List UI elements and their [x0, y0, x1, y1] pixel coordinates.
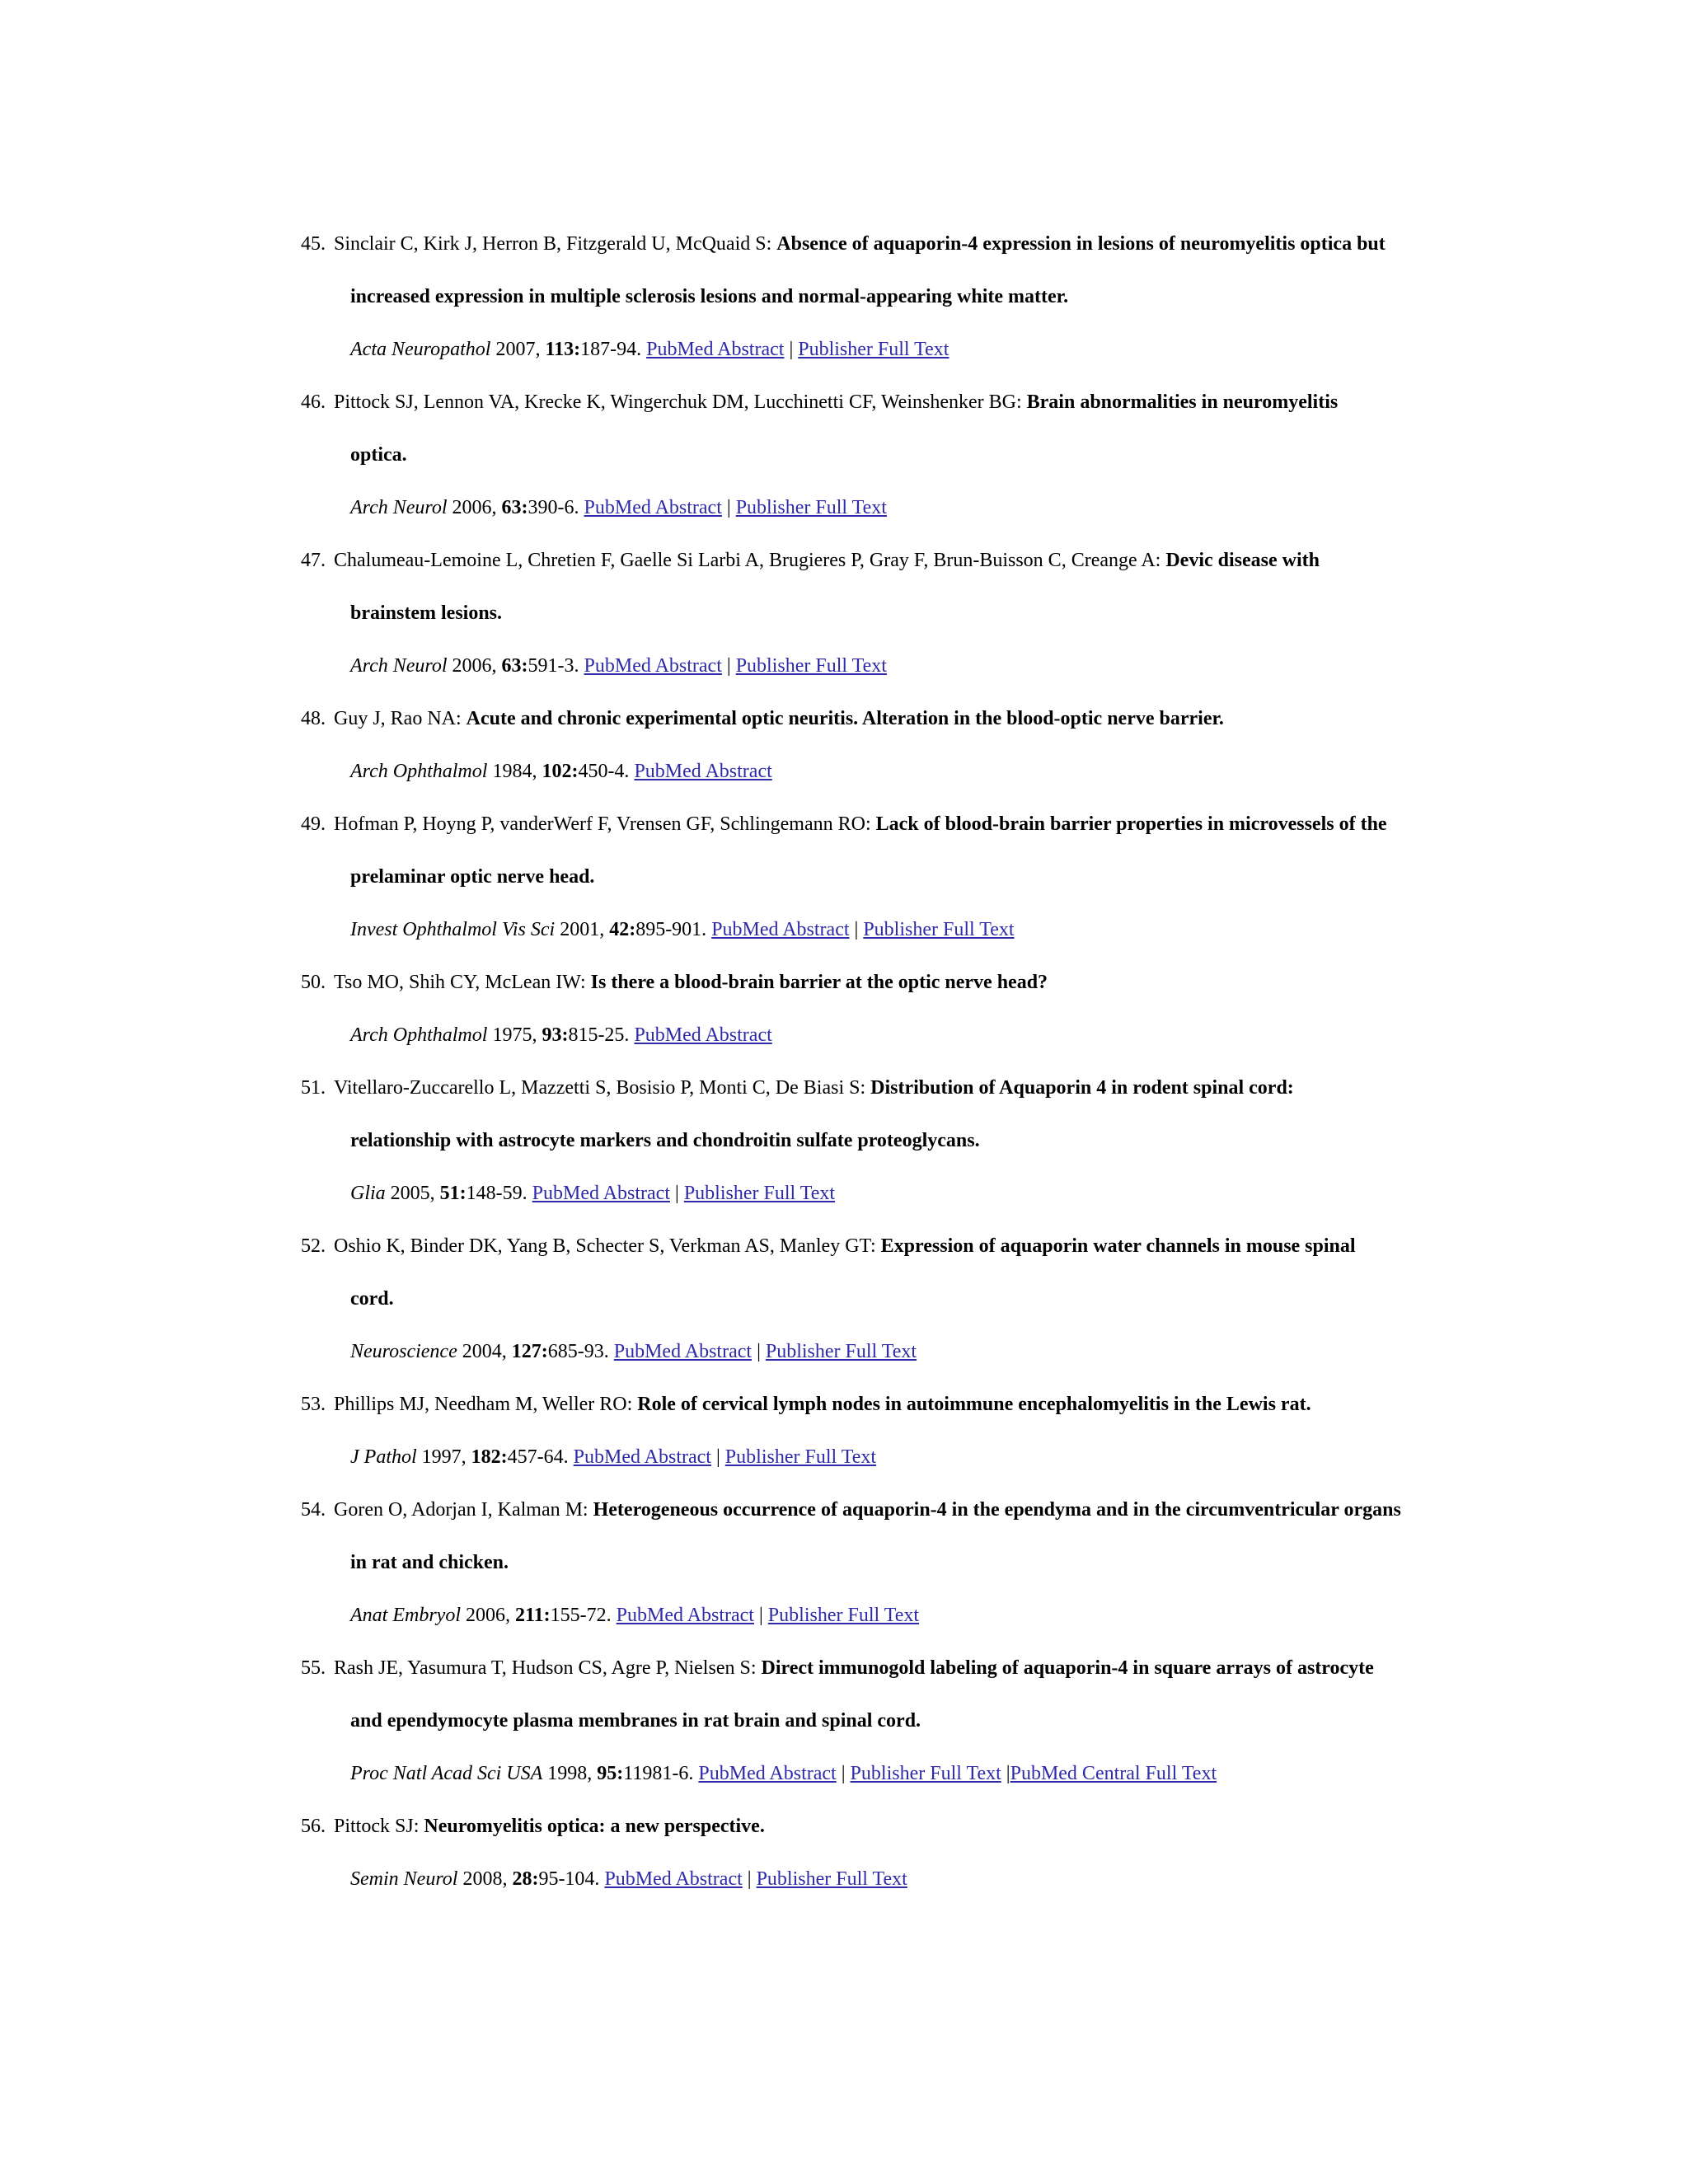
publisher-full-text-link[interactable]: Publisher Full Text	[798, 339, 950, 360]
reference-title-continuation	[350, 1536, 1471, 1589]
reference-title-cont: cord.	[350, 1288, 394, 1310]
reference-title-continuation	[350, 1694, 1471, 1747]
publisher-full-text-link[interactable]: Publisher Full Text	[756, 1868, 907, 1890]
journal-name: Neuroscience	[350, 1341, 457, 1362]
reference-item	[301, 798, 1471, 956]
reference-first-line	[334, 1378, 1471, 1431]
pubmed-abstract-link[interactable]: PubMed Abstract	[634, 761, 772, 782]
reference-authors: Sinclair C, Kirk J, Herron B, Fitzgerald U, McQuaid S:	[334, 233, 777, 255]
volume-number: 93:	[542, 1024, 569, 1046]
reference-authors: Guy J, Rao NA:	[334, 708, 467, 729]
reference-title-cont: in rat and chicken.	[350, 1552, 509, 1573]
pubmed-abstract-link[interactable]: PubMed Abstract	[616, 1605, 754, 1626]
reference-authors: Goren O, Adorjan I, Kalman M:	[334, 1499, 593, 1521]
publisher-full-text-link[interactable]: Publisher Full Text	[767, 1605, 920, 1626]
reference-authors: Hofman P, Hoyng P, vanderWerf F, Vrensen GF, Schlingemann RO:	[334, 813, 876, 835]
reference-title: Absence of aquaporin-4 expression in lesions of neuromyelitis optica but	[776, 233, 1386, 255]
reference-number: 55.	[301, 1657, 326, 1679]
page-range: 95-104.	[538, 1868, 605, 1890]
reference-citation: Acta Neuropathol 2007, 113:187-94. PubMed Abstract | Publisher Full Text	[350, 339, 950, 360]
reference-title-continuation	[350, 1114, 1471, 1167]
reference-first-line	[334, 1800, 1471, 1853]
publication-year: 2005,	[385, 1183, 440, 1204]
publisher-full-text-link[interactable]: Publisher Full Text	[850, 1763, 1001, 1784]
reference-list	[301, 218, 1471, 1905]
publication-year: 1984,	[487, 761, 542, 782]
reference-citation: Invest Ophthalmol Vis Sci 2001, 42:895-901. PubMed Abstract | Publisher Full Text	[350, 919, 1015, 940]
reference-authors: Tso MO, Shih CY, McLean IW:	[334, 972, 591, 993]
publication-year: 2007,	[490, 339, 546, 360]
reference-title: Expression of aquaporin water channels in mouse spinal	[880, 1235, 1356, 1257]
pubmed-abstract-link[interactable]: PubMed Abstract	[584, 655, 722, 677]
reference-number: 52.	[301, 1235, 326, 1257]
reference-number: 54.	[301, 1499, 326, 1521]
reference-authors: Pittock SJ:	[334, 1816, 424, 1837]
pubmed-abstract-link[interactable]: PubMed Abstract	[634, 1024, 772, 1046]
journal-name: Semin Neurol	[350, 1868, 458, 1890]
reference-number: 49.	[301, 813, 326, 835]
reference-item	[301, 692, 1471, 798]
volume-number: 63:	[501, 655, 528, 677]
reference-citation: J Pathol 1997, 182:457-64. PubMed Abstract | Publisher Full Text	[350, 1446, 877, 1468]
reference-title: Devic disease with	[1165, 550, 1320, 571]
page-range: 815-25.	[568, 1024, 635, 1046]
journal-name: Arch Neurol	[350, 497, 448, 518]
reference-title-cont: optica.	[350, 444, 407, 466]
page-range: 11981-6.	[623, 1763, 699, 1784]
reference-title: Neuromyelitis optica: a new perspective.	[424, 1816, 765, 1837]
reference-title-cont: prelaminar optic nerve head.	[350, 866, 595, 888]
page-range: 457-64.	[507, 1446, 574, 1468]
publisher-full-text-link[interactable]: Publisher Full Text	[863, 919, 1015, 940]
reference-citation: Anat Embryol 2006, 211:155-72. PubMed Abstract | Publisher Full Text	[350, 1605, 920, 1626]
reference-item	[301, 534, 1471, 692]
reference-first-line	[334, 798, 1471, 851]
volume-number: 95:	[597, 1763, 624, 1784]
pubmed-abstract-link[interactable]: PubMed Abstract	[698, 1763, 837, 1784]
journal-name: Arch Ophthalmol	[350, 1024, 488, 1046]
pubmed-abstract-link[interactable]: PubMed Abstract	[604, 1868, 743, 1890]
reference-authors: Chalumeau-Lemoine L, Chretien F, Gaelle Si Larbi A, Brugieres P, Gray F, Brun-Buisson C, Creange A:	[334, 550, 1166, 571]
reference-authors: Rash JE, Yasumura T, Hudson CS, Agre P, Nielsen S:	[334, 1657, 762, 1679]
publisher-full-text-link[interactable]: Publisher Full Text	[735, 655, 887, 677]
reference-title: Distribution of Aquaporin 4 in rodent spinal cord:	[870, 1077, 1294, 1099]
reference-item	[301, 1062, 1471, 1220]
reference-authors: Oshio K, Binder DK, Yang B, Schecter S, Verkman AS, Manley GT:	[334, 1235, 881, 1257]
reference-number: 48.	[301, 708, 326, 729]
reference-title: Direct immunogold labeling of aquaporin-4 in square arrays of astrocyte	[761, 1657, 1374, 1679]
publisher-full-text-link[interactable]: Publisher Full Text	[724, 1446, 877, 1468]
reference-title-continuation	[350, 587, 1471, 640]
reference-number: 50.	[301, 972, 326, 993]
reference-number: 45.	[301, 233, 326, 255]
reference-number: 46.	[301, 391, 326, 413]
publication-year: 2001,	[555, 919, 610, 940]
journal-name: Anat Embryol	[350, 1605, 461, 1626]
journal-name: Invest Ophthalmol Vis Sci	[350, 919, 556, 940]
volume-number: 63:	[501, 497, 528, 518]
reference-first-line	[334, 1220, 1471, 1272]
publisher-full-text-link[interactable]: Publisher Full Text	[735, 497, 887, 518]
pubmed-abstract-link[interactable]: PubMed Abstract	[613, 1341, 753, 1362]
reference-title-continuation	[350, 1272, 1471, 1325]
reference-number: 53.	[301, 1394, 326, 1415]
volume-number: 28:	[512, 1868, 539, 1890]
reference-item	[301, 376, 1471, 534]
reference-item	[301, 1642, 1471, 1800]
reference-title: Role of cervical lymph nodes in autoimmune encephalomyelitis in the Lewis rat.	[637, 1394, 1311, 1415]
reference-citation: Proc Natl Acad Sci USA 1998, 95:11981-6. PubMed Abstract | Publisher Full Text |PubMed Central Full Text	[350, 1763, 1217, 1784]
volume-number: 42:	[609, 919, 636, 940]
reference-citation: Glia 2005, 51:148-59. PubMed Abstract | Publisher Full Text	[350, 1183, 836, 1204]
reference-first-line	[334, 376, 1471, 429]
publisher-full-text-link[interactable]: Publisher Full Text	[683, 1183, 836, 1204]
reference-title-continuation	[350, 270, 1471, 323]
reference-first-line	[334, 1642, 1471, 1694]
reference-number: 56.	[301, 1816, 326, 1837]
page-range: 148-59.	[466, 1183, 532, 1204]
volume-number: 113:	[545, 339, 581, 360]
reference-citation	[350, 745, 1471, 798]
reference-item	[301, 1800, 1471, 1905]
reference-authors: Pittock SJ, Lennon VA, Krecke K, Wingerchuk DM, Lucchinetti CF, Weinshenker BG:	[334, 391, 1027, 413]
page-range: 187-94.	[580, 339, 647, 360]
journal-name: Proc Natl Acad Sci USA	[350, 1763, 543, 1784]
pubmed-abstract-link[interactable]: PubMed Abstract	[711, 919, 850, 940]
pubmed-abstract-link[interactable]: PubMed Abstract	[584, 497, 722, 518]
page-range: 685-93.	[547, 1341, 614, 1362]
volume-number: 182:	[471, 1446, 508, 1468]
reference-item	[301, 1483, 1471, 1642]
pubmed-abstract-link[interactable]: PubMed Abstract	[532, 1183, 670, 1204]
reference-title-cont: brainstem lesions.	[350, 602, 503, 624]
reference-item	[301, 1378, 1471, 1483]
reference-number: 47.	[301, 550, 326, 571]
pubmed-abstract-link[interactable]: PubMed Abstract	[646, 339, 785, 360]
reference-title: Is there a blood-brain barrier at the optic nerve head?	[590, 972, 1048, 993]
reference-first-line	[334, 1062, 1471, 1114]
reference-authors: Vitellaro-Zuccarello L, Mazzetti S, Bosisio P, Monti C, De Biasi S:	[334, 1077, 871, 1099]
publication-year: 2006,	[447, 655, 502, 677]
pubmed-central-full-text-link[interactable]: PubMed Central Full Text	[1010, 1763, 1217, 1784]
publisher-full-text-link[interactable]: Publisher Full Text	[765, 1341, 917, 1362]
journal-name: Glia	[350, 1183, 386, 1204]
volume-number: 102:	[542, 761, 579, 782]
reference-title: Heterogeneous occurrence of aquaporin-4 in the ependyma and in the circumventricular organs	[593, 1499, 1401, 1521]
reference-title-cont: increased expression in multiple sclerosis lesions and normal-appearing white matter.	[350, 286, 1069, 307]
journal-name: Acta Neuropathol	[350, 339, 491, 360]
reference-title-cont: relationship with astrocyte markers and chondroitin sulfate proteoglycans.	[350, 1130, 980, 1151]
publication-year: 2004,	[457, 1341, 512, 1362]
page-range: 895-901.	[635, 919, 712, 940]
reference-citation: Arch Neurol 2006, 63:390-6. PubMed Abstract | Publisher Full Text	[350, 497, 887, 518]
publication-year: 1997,	[416, 1446, 471, 1468]
reference-item	[301, 218, 1471, 376]
volume-number: 51:	[439, 1183, 467, 1204]
page-range: 591-3.	[528, 655, 584, 677]
reference-title: Acute and chronic experimental optic neuritis. Alteration in the blood-optic nerve barrier.	[466, 708, 1224, 729]
reference-citation: Neuroscience 2004, 127:685-93. PubMed Abstract | Publisher Full Text	[350, 1341, 917, 1362]
reference-authors: Phillips MJ, Needham M, Weller RO:	[334, 1394, 638, 1415]
reference-first-line	[334, 218, 1471, 270]
reference-citation: Semin Neurol 2008, 28:95-104. PubMed Abstract | Publisher Full Text	[350, 1868, 907, 1890]
publication-year: 1975,	[487, 1024, 542, 1046]
publication-year: 2006,	[447, 497, 502, 518]
journal-name: J Pathol	[350, 1446, 417, 1468]
reference-title-continuation	[350, 429, 1471, 481]
page-range: 390-6.	[528, 497, 584, 518]
page-range: 155-72.	[550, 1605, 617, 1626]
reference-citation: Arch Neurol 2006, 63:591-3. PubMed Abstract | Publisher Full Text	[350, 655, 887, 677]
reference-first-line	[334, 1483, 1471, 1536]
reference-title: Lack of blood-brain barrier properties in microvessels of the	[875, 813, 1387, 835]
pubmed-abstract-link[interactable]: PubMed Abstract	[573, 1446, 711, 1468]
reference-title-cont: and ependymocyte plasma membranes in rat brain and spinal cord.	[350, 1710, 921, 1732]
reference-title: Brain abnormalities in neuromyelitis	[1026, 391, 1339, 413]
journal-name: Arch Neurol	[350, 655, 448, 677]
reference-first-line	[334, 956, 1471, 1009]
journal-name: Arch Ophthalmol	[350, 761, 488, 782]
page-range: 450-4.	[578, 761, 635, 782]
publication-year: 2008,	[457, 1868, 513, 1890]
reference-title-continuation	[350, 851, 1471, 903]
reference-number: 51.	[301, 1077, 326, 1099]
volume-number: 127:	[511, 1341, 548, 1362]
reference-first-line	[334, 534, 1471, 587]
reference-item	[301, 956, 1471, 1062]
publication-year: 2006,	[460, 1605, 515, 1626]
reference-first-line	[334, 692, 1471, 745]
reference-item	[301, 1220, 1471, 1378]
volume-number: 211:	[514, 1605, 551, 1626]
publication-year: 1998,	[542, 1763, 598, 1784]
reference-citation	[350, 1009, 1471, 1062]
